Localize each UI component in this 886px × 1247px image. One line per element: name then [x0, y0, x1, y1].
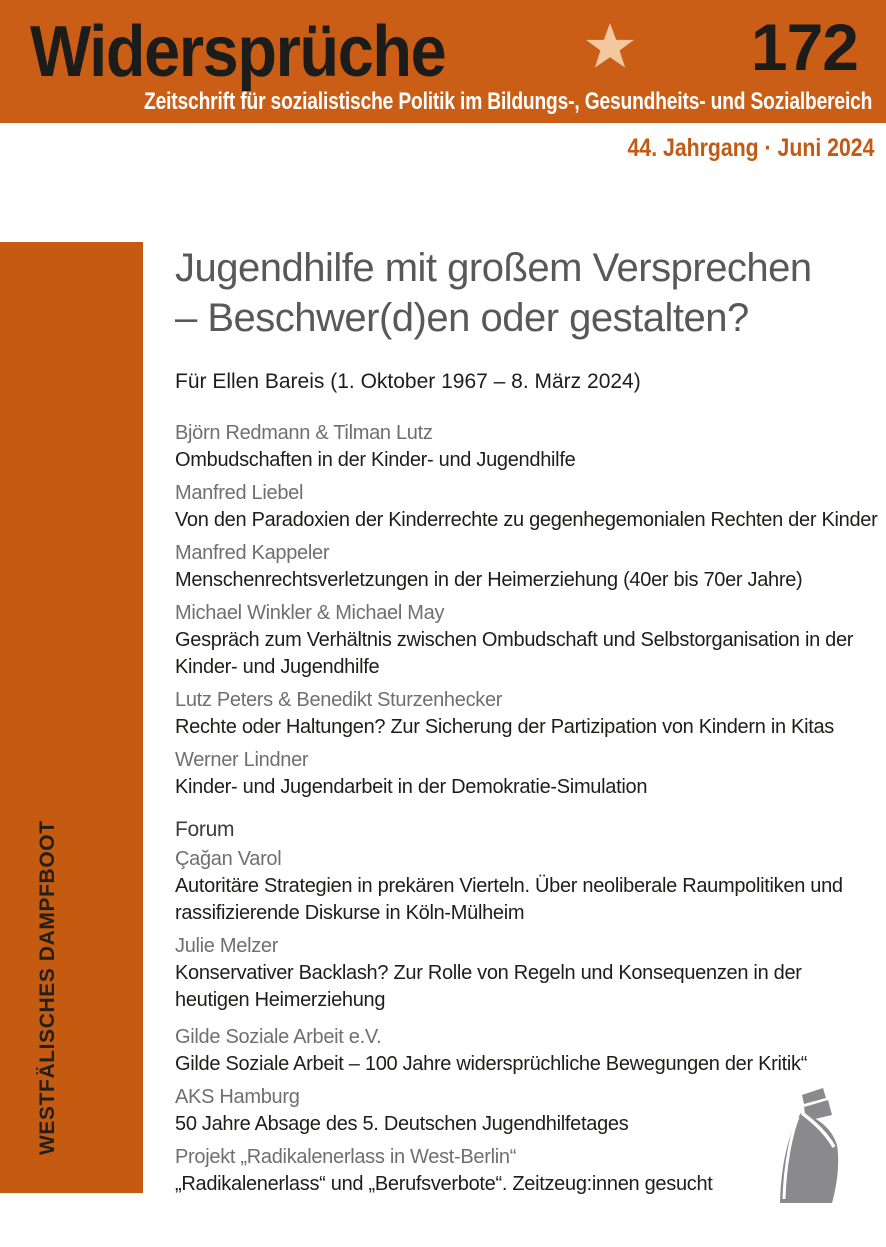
article-entry — [175, 600, 880, 681]
article-author: Manfred Liebel — [175, 482, 304, 504]
publisher-name: WESTFÄLISCHES DAMPFBOOT — [36, 820, 59, 1155]
article-author: Werner Lindner — [175, 749, 309, 771]
header-band — [0, 0, 886, 123]
cover-title-line1: Jugendhilfe mit großem Versprechen — [175, 246, 812, 290]
article-author: Gilde Soziale Arbeit e.V. — [175, 1026, 382, 1048]
article-title: Menschenrechtsverletzungen in der Heimerziehung (40er bis 70er Jahre) — [175, 569, 803, 591]
article-entry — [175, 933, 880, 1014]
article-entry — [175, 687, 880, 741]
article-author: Björn Redmann & Tilman Lutz — [175, 422, 433, 444]
article-title: Konservativer Backlash? Zur Rolle von Regeln und Konsequenzen in der heutigen Heimerziehung — [175, 962, 802, 1011]
article-author: Çağan Varol — [175, 848, 282, 870]
dedication: Für Ellen Bareis (1. Oktober 1967 – 8. März 2024) — [175, 370, 641, 393]
article-title: 50 Jahre Absage des 5. Deutschen Jugendhilfetages — [175, 1113, 629, 1135]
article-entry — [175, 420, 880, 474]
article-entry — [175, 540, 880, 594]
article-author: Projekt „Radikalenerlass in West-Berlin“ — [175, 1146, 517, 1168]
publisher-sidebar — [0, 242, 143, 1193]
article-entry — [175, 747, 880, 801]
article-title: Rechte oder Haltungen? Zur Sicherung der Partizipation von Kindern in Kitas — [175, 716, 835, 738]
article-author: Michael Winkler & Michael May — [175, 602, 445, 624]
steamboat-logo — [768, 1083, 846, 1212]
article-title: Gilde Soziale Arbeit – 100 Jahre widersprüchliche Bewegungen der Kritik“ — [175, 1053, 808, 1075]
article-title: Autoritäre Strategien in prekären Vierteln. Über neoliberale Raumpolitiken und rassifizierende Diskurse in Köln-Mülheim — [175, 875, 843, 924]
article-title: „Radikalenerlass“ und „Berufsverbote“. Zeitzeug:innen gesucht — [175, 1173, 713, 1195]
issue-number: 172 — [750, 10, 858, 84]
article-author: Manfred Kappeler — [175, 542, 330, 564]
table-of-contents — [175, 243, 880, 1204]
cover-title — [175, 243, 880, 343]
article-entry — [175, 1024, 880, 1078]
article-entry — [175, 480, 880, 534]
article-author: AKS Hamburg — [175, 1086, 300, 1108]
article-list — [175, 420, 880, 1198]
cover-title-line2: – Beschwer(d)en oder gestalten? — [175, 296, 749, 340]
article-title: Kinder- und Jugendarbeit in der Demokratie-Simulation — [175, 776, 648, 798]
magazine-subtitle: Zeitschrift für sozialistische Politik im Bildungs-, Gesundheits- und Sozialbereich — [143, 88, 872, 115]
article-title: Gespräch zum Verhältnis zwischen Ombudschaft und Selbstorganisation in der Kinder- und Jugendhilfe — [175, 629, 854, 678]
magazine-title: Widersprüche — [30, 12, 446, 92]
article-entry — [175, 846, 880, 927]
article-author: Julie Melzer — [175, 935, 279, 957]
edition-line: 44. Jahrgang · Juni 2024 — [627, 134, 874, 162]
forum-section-heading: Forum — [175, 818, 235, 841]
article-title: Von den Paradoxien der Kinderrechte zu gegenhegemonialen Rechten der Kinder — [175, 509, 878, 531]
article-author: Lutz Peters & Benedikt Sturzenhecker — [175, 689, 503, 711]
star-icon — [585, 23, 635, 76]
article-title: Ombudschaften in der Kinder- und Jugendhilfe — [175, 449, 576, 471]
